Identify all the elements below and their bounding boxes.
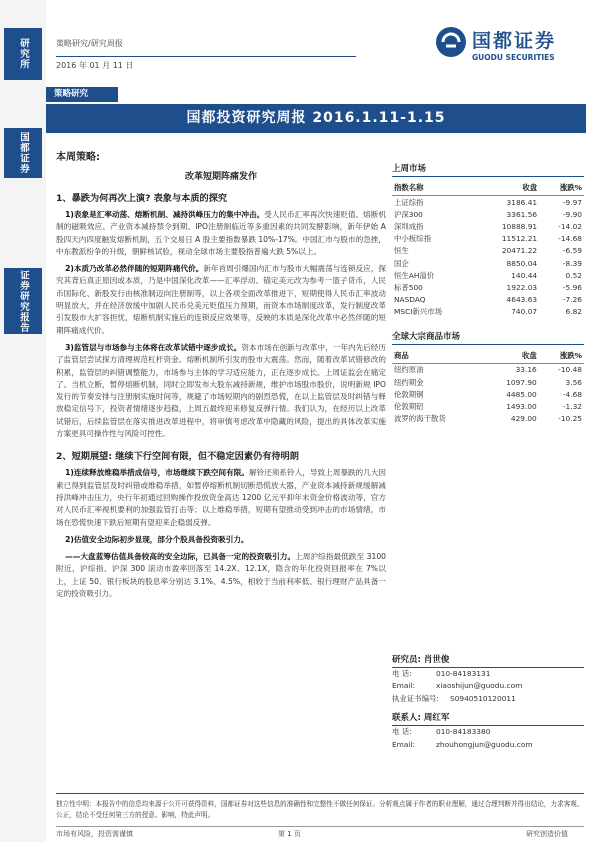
logo-mark-icon [436,27,466,57]
table-row [392,233,584,245]
change-value: 6.82 [565,307,582,317]
paragraph: ——大盘蓝筹估值具备较高的安全边际，已具备一定的投资吸引力。上周沪综指最低跌至 3100 附近，沪综指、沪深 300 滚动市盈率回落至 14.2X、12.1X，隐含的年化投资回报率在 7%以上，上证 50、银行板块的股息率分别达 3.1%、4.5%，相较于当前利率低、银行理财产品具备一定的投资吸引力。 [56,552,386,599]
header-divider [56,56,356,57]
row-label: NASDAQ [394,295,426,305]
close-value: 3361.56 [506,209,538,219]
footer-slogan: 研究创造价值 [526,830,568,838]
row-label: 伦敦期铜 [394,389,424,399]
column-header: 收盘 [483,348,539,364]
table-row [392,269,584,281]
table-row [392,196,584,209]
table-row [392,413,584,425]
table-row [392,220,584,232]
paragraph: 2)本质乃改革必然伴随的短期阵痛代价。新年首周引爆国内汇市与股市大幅震荡与连锁反应，探究其背后真正原因或本质，乃是中国深化改革——汇率浮动、锚定美元改为参考一篮子货币，人民币国际化、新股发行由核准制迈向注册制等，以上各项全面改革推进下，短期使得人民币汇率波动明显放大，并在经济放缓中加剧人民币兑美元贬值压力预期，而资本市场制度改革，发行制度改革引发股市大扩容担忧，熔断机制实施后的连锁反应效果等，反映的本质是深化改革中必然伴随的短期阵痛成代价。 [56,264,386,335]
strategy-label: 本周策略: [56,152,100,163]
table-row [392,376,584,388]
contact-phone: 电 话: 010-84183380 [392,727,491,737]
contact-heading: 联系人: 周红军 [392,711,584,726]
close-value: 4643.63 [506,295,538,305]
close-value: 1097.90 [506,377,537,387]
row-label: 波罗的海干散货 [394,414,446,424]
report-date: 2016 年 01 月 11 日 [56,61,134,70]
market-heading: 上周市场 [392,162,584,177]
analyst-license: 执业证书编号: S0940510120011 [392,693,516,703]
table-row [392,281,584,293]
change-value: -9.97 [562,197,582,207]
page-number: 第 1 页 [278,830,301,838]
report-category: 策略研究/研究周报 [56,39,123,48]
row-label: 恒生 [394,246,409,256]
column-header: 涨跌% [539,348,584,364]
row-label: 纽约原油 [394,365,424,375]
change-value: -4.68 [562,389,582,399]
table-row [392,208,584,220]
change-value: 0.52 [565,270,582,280]
close-value: 10888.91 [501,221,538,231]
change-value: 3.56 [565,377,582,387]
close-value: 20471.22 [501,246,538,256]
logo-chinese-name: 国都证券 [472,30,557,52]
disclaimer: 独立性申明：本报告中的信息均来源于公开可获得资料，国都证券对这些信息的准确性和完整性不做任何保证。分析观点属于作者的职业理解，通过合理判断并得出结论，力求客观、公正，结论不受任何第三方的授意、影响，特此声明。 [56,793,584,821]
vertical-tab-company: 国都证券 [4,128,42,178]
vertical-tab-institute: 研究所 [4,28,42,80]
column-header: 收盘 [476,180,539,196]
table-row [392,306,584,318]
analyst-heading: 研究员: 肖世俊 [392,653,584,668]
row-label: 沪深300 [394,209,423,219]
row-label: 伦敦期铝 [394,402,424,412]
row-label: 标普500 [394,282,423,292]
table-row [392,388,584,400]
section-1 [56,190,386,440]
strategy-subtitle: 改革短期阵痛发作 [184,172,257,182]
close-value: 33.16 [515,365,537,375]
change-value: -7.26 [562,295,582,305]
column-header: 涨跌% [539,180,584,196]
change-value: -14.68 [558,234,582,244]
close-value: 740.07 [511,307,538,317]
change-value: -10.48 [558,365,582,375]
row-label: 恒生AH溢价 [394,270,435,280]
section-heading: 2、短期展望: 继续下行空间有限，但不稳定因素仍有待明朗 [56,451,299,463]
paragraph: 1)表象是汇率动荡、熔断机制、减持洪峰压力的集中冲击。受人民币汇率再次快速贬值、熔断机制的磁吸效应、产业资本减持禁令到期、IPO注册制临近等多重因素的共同发酵影响，新年伊始 A 股四天内四度触发熔断机制，五个交易日 A 股主要指数暴跌 10%-17%。中国汇市与股市的急挫，中东教派纷争的升级，朝鲜核试验，视动全球市场主要股指普遍大跌 5%以上。 [56,210,386,256]
left-sidebar-band [0,0,46,842]
close-value: 140.44 [511,270,538,280]
close-value: 11512.21 [501,234,538,244]
market-table [392,180,584,318]
row-label: 国企 [394,258,409,268]
table-row [392,400,584,412]
commodities-heading: 全球大宗商品市场 [392,330,584,345]
footer-divider [56,826,584,827]
close-value: 429.00 [510,414,537,424]
right-column [392,162,584,751]
row-label: 纽约期金 [394,377,424,387]
paragraph: 2)估值安全边际初步显现，部分个股具备投资吸引力。 [65,534,249,544]
paragraph: 1)连续释放维稳举措成信号，市场继续下跌空间有限。解铃还须系铃人，导致上周暴跌的几大因素已得到监管层及时纠错或维稳举措，如暂停熔断机制切断恐慌放大器，产业资本减持新规缓解减持洪峰冲击压力，央行年初通过回购操作投放资金高达 1200 亿元平抑年末资金价格波动等，官方对人民币汇率视机要利的加强监管打击等；以上维稳举措，短期有望推动受到冲击的市场情绪，市场在恐慌快速下跌后短期有望迎来企稳弱反弹。 [56,468,386,527]
close-value: 1922.03 [506,282,538,292]
report-title-banner: 国都投资研究周报 2016.1.11-1.15 [46,104,586,133]
analyst-email[interactable]: Email: xiaoshijun@guodu.com [392,681,523,691]
column-header: 指数名称 [392,180,476,196]
table-row [392,245,584,257]
paragraph: 3)监管层与市场参与主体将在改革试错中逐步成长。资本市场在创新与改革中，一年内先后经历了监管层尝试探方清理规范杠杆资金、熔断机制所引发的股市大震荡。然而，随着改革试错修改的积累，监管层的纠错调整能力，市场参与主体的学习适应能力，正在逐步成长。上周证监会在痛定了。当机立断，暂停熔断机制，同时立即发布大股东减持新规，维护市场股市股价，说明新规 IPO 发行的节奏安排与注册制实施时间等，规避了市场短期内的剧烈恐慌，在以上监管层及时纠错与释放稳定信号下，投资者情绪逐步趋稳，上周五最终迎来修复反弹行情。我们认为，在经历以上改革试错后，后续监管层在落实推进改革进程中，将审慎考虑改革中隐藏的风险，提出的具体改革实施方案更具可操作性与风险可控性。 [56,342,386,439]
change-value: -6.59 [562,246,582,256]
close-value: 8850.04 [506,258,538,268]
main-column [56,148,386,605]
close-value: 4485.00 [506,389,537,399]
change-value: -9.90 [562,209,582,219]
table-row [392,294,584,306]
change-value: -8.39 [562,258,582,268]
change-value: -1.32 [562,402,582,412]
logo-english-name: GUODU SECURITIES [472,53,555,62]
analyst-phone: 电 话: 010-84183131 [392,668,491,678]
row-label: MSCI新兴市场 [394,307,442,317]
section-tag: 策略研究 [46,87,118,102]
close-value: 3186.41 [506,197,538,207]
vertical-tab-report-type: 证券研究报告 [4,268,42,334]
section-heading: 1、暴跌为何再次上演? 表象与本质的探究 [56,193,228,204]
row-label: 上证综指 [394,197,424,207]
change-value: -10.25 [558,414,582,424]
row-label: 中小板综指 [394,234,431,244]
row-label: 深圳成指 [394,221,424,231]
footer-risk-note: 市场有风险，投资需谨慎 [56,830,133,838]
spacer [392,425,584,647]
table-row [392,363,584,376]
change-value: -5.96 [562,282,582,292]
column-header: 商品 [392,348,483,364]
company-logo [436,25,564,67]
commodities-table [392,348,584,425]
table-row [392,257,584,269]
contact-email[interactable]: Email: zhouhongjun@guodu.com [392,739,533,749]
close-value: 1493.00 [506,402,537,412]
section-2 [56,448,386,600]
change-value: -14.02 [558,221,582,231]
